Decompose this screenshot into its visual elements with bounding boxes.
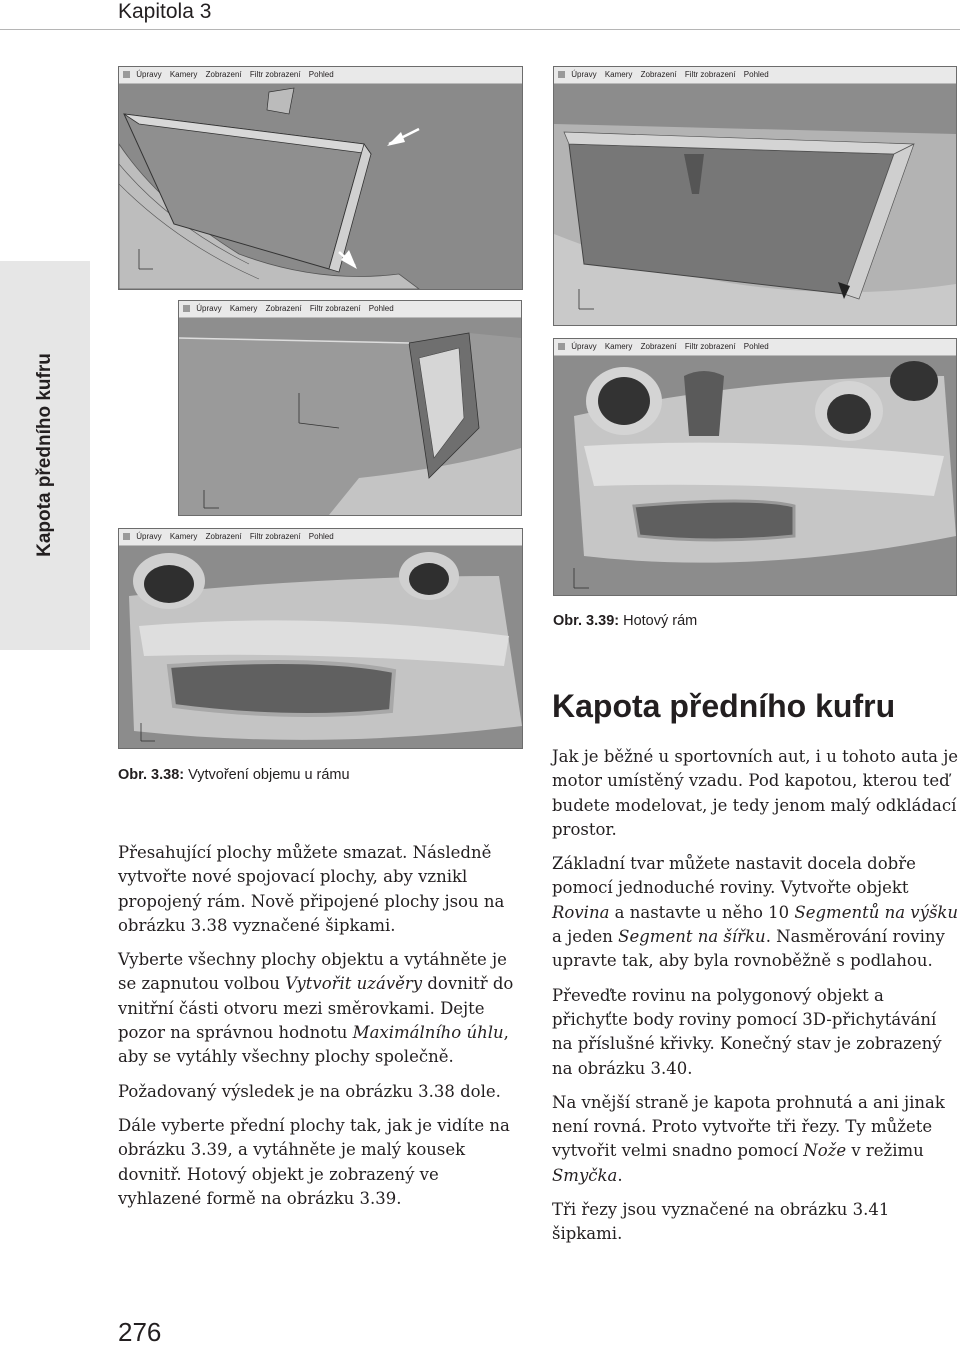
menu-item-cameras[interactable]: Kamery	[604, 342, 633, 351]
menu-item-display[interactable]: Zobrazení	[640, 70, 677, 79]
menu-item-edit[interactable]: Úpravy	[136, 70, 162, 79]
viewport-extrude	[178, 300, 522, 516]
menu-item-view[interactable]: Pohled	[743, 342, 769, 351]
left-text-column	[118, 841, 520, 1221]
figure-caption-3-38	[118, 766, 350, 784]
menu-item-display[interactable]: Zobrazení	[265, 304, 302, 313]
viewport-menubar	[554, 67, 956, 84]
scene-render	[554, 356, 956, 595]
right-text-column	[552, 745, 960, 1257]
figure-caption-3-39	[553, 612, 697, 630]
section-heading: Kapota předního kufru	[552, 688, 896, 724]
viewport-menubar	[554, 339, 956, 356]
menu-item-cameras[interactable]: Kamery	[169, 70, 198, 79]
figure-caption-text: Vytvoření objemu u rámu	[184, 767, 350, 783]
menu-item-edit[interactable]: Úpravy	[571, 342, 597, 351]
paragraph: Převeďte rovinu na polygonový objekt a přichyťte body roviny pomocí 3D-přichytávání na příslušné křivky. Konečný stav je zobrazený na obrázku 3.40.	[552, 985, 942, 1078]
menu-item-edit[interactable]: Úpravy	[571, 70, 597, 79]
paragraph: Požadovaný výsledek je na obrázku 3.38 dole.	[118, 1081, 501, 1101]
scene-render	[119, 546, 522, 748]
menu-item-filter[interactable]: Filtr zobrazení	[684, 342, 736, 351]
figure-number: Obr. 3.38:	[118, 767, 185, 783]
menu-item-edit[interactable]: Úpravy	[136, 532, 162, 541]
menu-item-display[interactable]: Zobrazení	[640, 342, 677, 351]
viewport-menu-icon	[558, 71, 565, 78]
viewport-menu-icon	[558, 343, 565, 350]
menu-item-filter[interactable]: Filtr zobrazení	[309, 304, 361, 313]
menu-item-view[interactable]: Pohled	[368, 304, 394, 313]
header-divider	[0, 29, 960, 30]
menu-item-cameras[interactable]: Kamery	[604, 70, 633, 79]
paragraph: Vyberte všechny plochy objektu a vytáhněte je se zapnutou volbou Vytvořit uzávěry dovnitř do vnitřní části otvoru mezi směrovkami. Dejte pozor na správnou hodnotu Maximálního úhlu, aby se vytáhly všechny plochy společně.	[118, 950, 514, 1067]
menu-item-display[interactable]: Zobrazení	[205, 532, 242, 541]
menu-item-view[interactable]: Pohled	[308, 532, 334, 541]
figure-number: Obr. 3.39:	[553, 613, 620, 629]
viewport-frame-closed	[553, 66, 957, 326]
paragraph: Základní tvar můžete nastavit docela dobře pomocí jednoduché roviny. Vytvořte objekt Rovina a nastavte u něho 10 Segmentů na výšku a jeden Segment na šířku. Nasměrování roviny upravte tak, aby byla rovnoběžně s podlahou.	[552, 854, 959, 971]
menu-item-edit[interactable]: Úpravy	[196, 304, 222, 313]
viewport-menubar	[119, 67, 522, 84]
viewport-result	[118, 528, 523, 749]
menu-item-view[interactable]: Pohled	[743, 70, 769, 79]
page-number: 276	[118, 1317, 162, 1347]
figure-caption-text: Hotový rám	[619, 613, 698, 629]
menu-item-filter[interactable]: Filtr zobrazení	[249, 532, 301, 541]
paragraph: Dále vyberte přední plochy tak, jak je vidíte na obrázku 3.39, a vytáhněte je malý kousek dovnitř. Hotový objekt je zobrazený ve vyhlazené formě na obrázku 3.39.	[118, 1115, 510, 1208]
viewport-menu-icon	[123, 533, 130, 540]
menu-item-cameras[interactable]: Kamery	[169, 532, 198, 541]
viewport-menubar	[179, 301, 521, 318]
paragraph: Přesahující plochy můžete smazat. Následně vytvořte nové spojovací plochy, aby vznikl propojený rám. Nově připojené plochy jsou na obrázku 3.38 vyznačené šipkami.	[118, 843, 505, 935]
viewport-menu-icon	[183, 305, 190, 312]
viewport-menubar	[119, 529, 522, 546]
scene-render	[554, 84, 956, 325]
chapter-header: Kapitola 3	[118, 0, 212, 23]
viewport-smoothed	[553, 338, 957, 596]
menu-item-cameras[interactable]: Kamery	[229, 304, 258, 313]
menu-item-filter[interactable]: Filtr zobrazení	[249, 70, 301, 79]
viewport-menu-icon	[123, 71, 130, 78]
scene-render	[179, 318, 521, 515]
side-tab-label: Kapota předního kufru	[34, 353, 55, 557]
viewport-frame-wireframe	[118, 66, 523, 290]
scene-render	[119, 84, 522, 289]
menu-item-view[interactable]: Pohled	[308, 70, 334, 79]
paragraph: Tři řezy jsou vyznačené na obrázku 3.41 šipkami.	[552, 1200, 890, 1244]
menu-item-filter[interactable]: Filtr zobrazení	[684, 70, 736, 79]
paragraph: Na vnější straně je kapota prohnutá a ani jinak není rovná. Proto vytvořte tři řezy. Ty můžete vytvořit velmi snadno pomocí Nože v režimu Smyčka.	[552, 1092, 945, 1185]
menu-item-display[interactable]: Zobrazení	[205, 70, 242, 79]
side-tab	[0, 261, 90, 650]
paragraph: Jak je běžné u sportovních aut, i u tohoto auta je motor umístěný vzadu. Pod kapotou, kterou teď budete modelovat, je tedy jenom malý odkládací prostor.	[552, 747, 959, 839]
